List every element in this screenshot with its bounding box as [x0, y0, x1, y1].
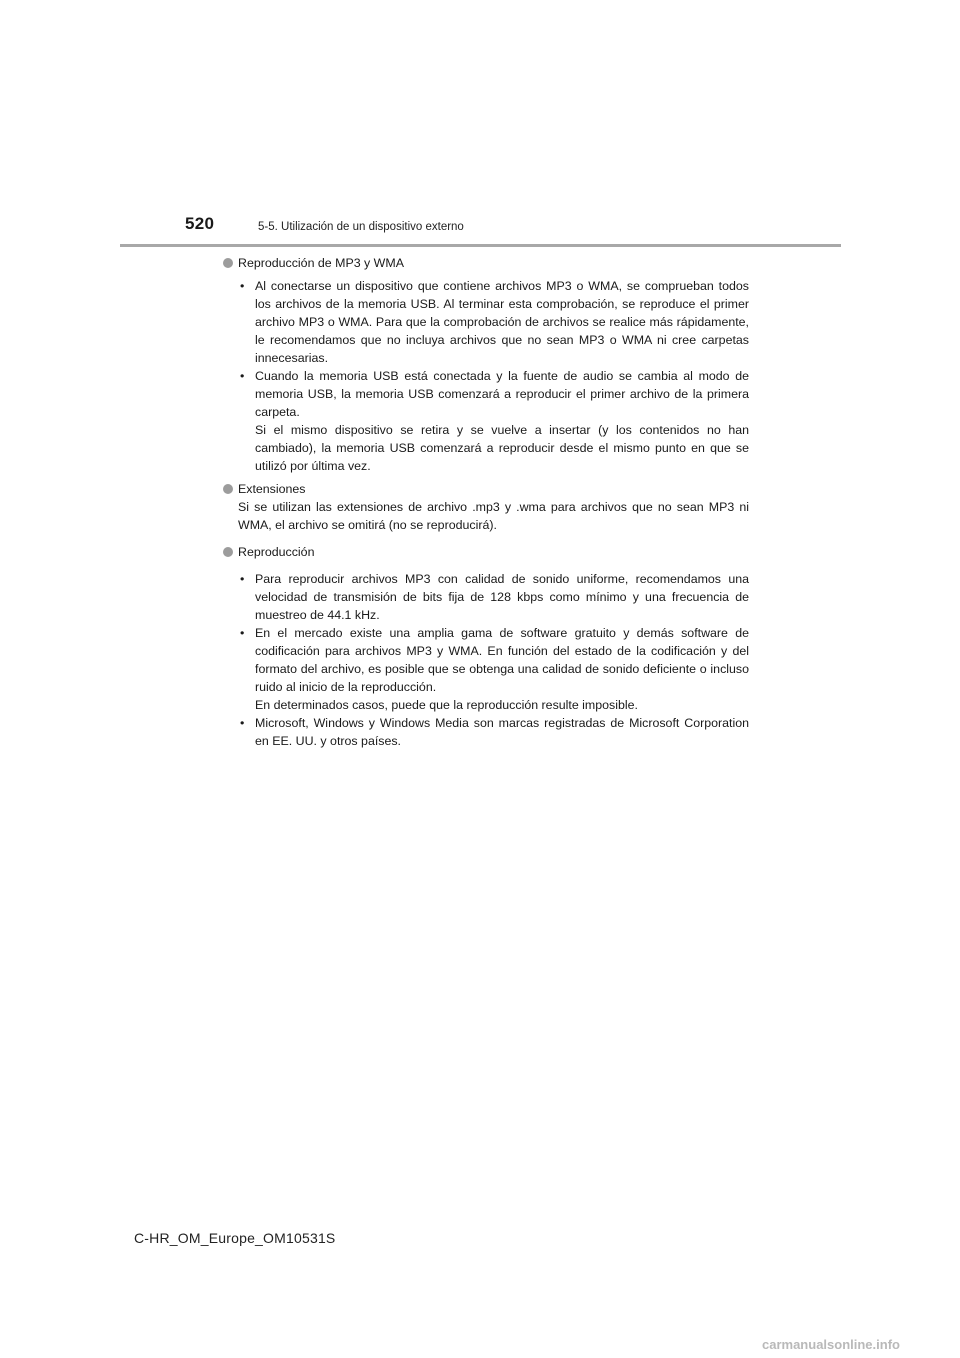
- list-item-note: Si el mismo dispositivo se retira y se vuelve a insertar (y los contenidos no han cambiado), la memoria USB comenzará a reproducir desde el mismo punto en que se utilizó por última vez.: [255, 423, 749, 473]
- list-item-text: Al conectarse un dispositivo que contiene archivos MP3 o WMA, se comprueban todos los archivos de la memoria USB. Al terminar esta comprobación, se reproduce el primer archivo MP3 o WMA. Para que la comprobación de archivos se realice más rápidamente, le recomendamos que no incluya archivos que no sean MP3 o WMA ni cree carpetas innecesarias.: [255, 279, 749, 365]
- dot-bullet-icon: •: [240, 279, 245, 293]
- section-extensions: [223, 480, 749, 534]
- section-heading: Extensiones: [238, 482, 306, 496]
- dot-bullet-icon: •: [240, 572, 245, 586]
- list-item: [240, 277, 749, 367]
- section-playback: [223, 543, 749, 750]
- list-item: [240, 624, 749, 714]
- dot-bullet-icon: •: [240, 369, 245, 383]
- section-heading: Reproducción: [238, 545, 315, 559]
- circle-bullet-icon: [223, 547, 233, 557]
- list-item: [240, 714, 749, 750]
- page-number: 520: [185, 214, 215, 233]
- document-code: C-HR_OM_Europe_OM10531S: [134, 1230, 336, 1246]
- item-list: [238, 277, 749, 475]
- circle-bullet-icon: [223, 258, 233, 268]
- list-item-text: En el mercado existe una amplia gama de software gratuito y demás software de codificación para archivos MP3 y WMA. En función del estado de la codificación y del formato del archivo, es posible que se obtenga una calidad de sonido deficiente o incluso ruido al inicio de la reproducción.: [255, 626, 749, 694]
- list-item-text: Microsoft, Windows y Windows Media son marcas registradas de Microsoft Corporation en EE. UU. y otros países.: [255, 716, 749, 748]
- list-item-text: Cuando la memoria USB está conectada y la fuente de audio se cambia al modo de memoria USB, la memoria USB comenzará a reproducir el primer archivo de la primera carpeta.: [255, 369, 749, 419]
- section-mp3-wma: [223, 254, 749, 475]
- section-paragraph: Si se utilizan las extensiones de archivo .mp3 y .wma para archivos que no sean MP3 ni WMA, el archivo se omitirá (no se reproducirá).: [238, 500, 749, 532]
- watermark: carmanualsonline.info: [762, 1337, 900, 1352]
- header-rule: [120, 244, 841, 247]
- list-item: [240, 570, 749, 624]
- dot-bullet-icon: •: [240, 626, 245, 640]
- circle-bullet-icon: [223, 484, 233, 494]
- content: [223, 254, 749, 755]
- list-item-note: En determinados casos, puede que la reproducción resulte imposible.: [255, 698, 638, 712]
- item-list: [238, 570, 749, 750]
- dot-bullet-icon: •: [240, 716, 245, 730]
- list-item: [240, 367, 749, 475]
- section-heading: Reproducción de MP3 y WMA: [238, 256, 404, 270]
- section-title: 5-5. Utilización de un dispositivo externo: [258, 221, 464, 233]
- list-item-text: Para reproducir archivos MP3 con calidad de sonido uniforme, recomendamos una velocidad de transmisión de bits fija de 128 kbps como mínimo y una frecuencia de muestreo de 44.1 kHz.: [255, 572, 749, 622]
